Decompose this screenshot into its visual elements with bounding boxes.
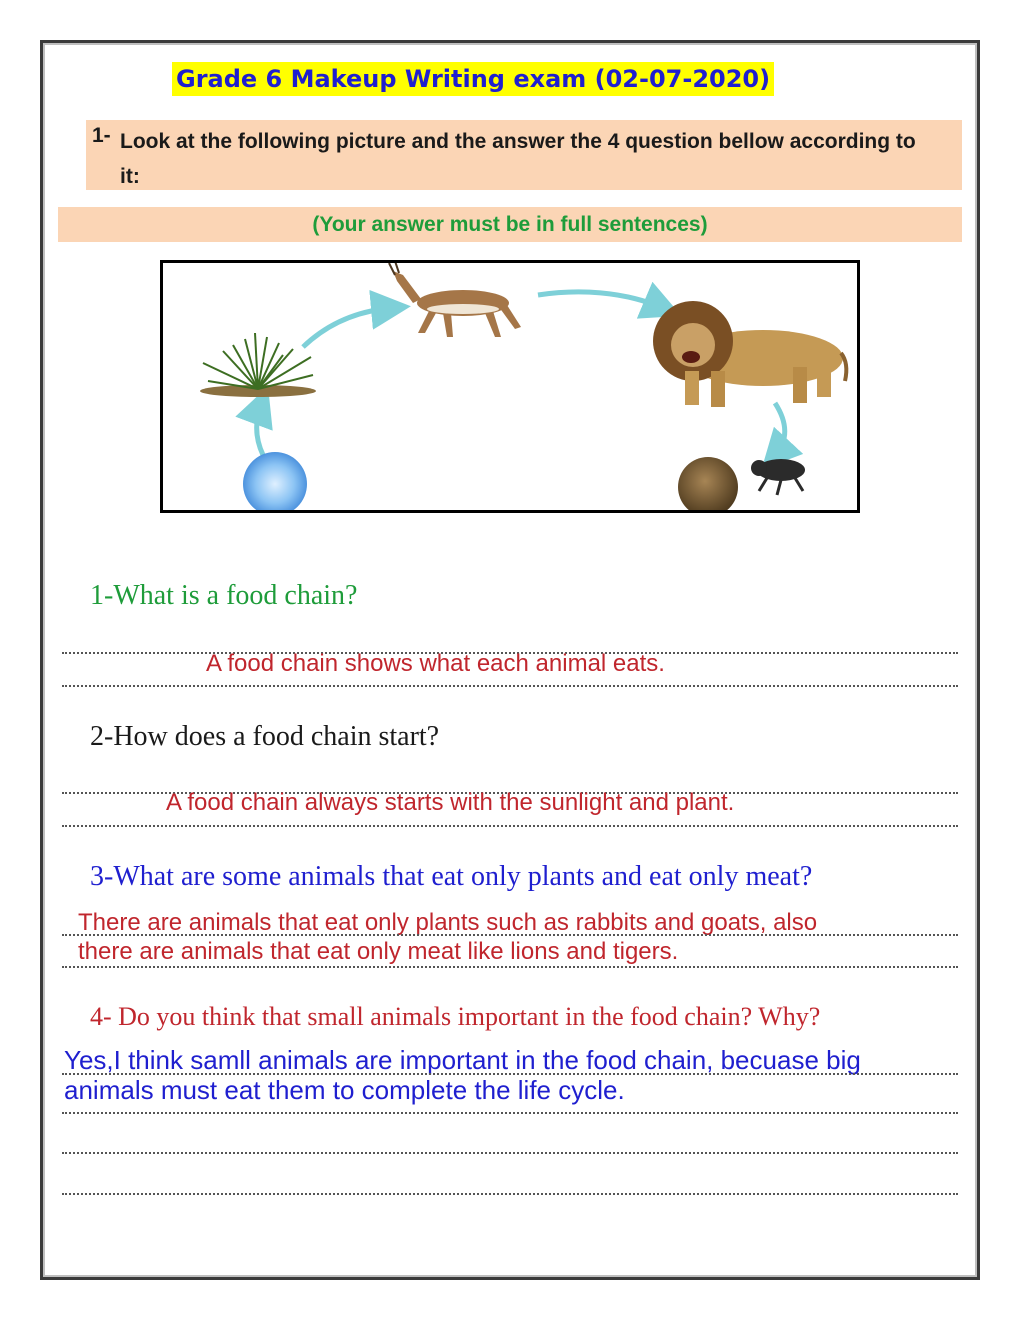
lion-icon <box>653 301 846 407</box>
answer-line <box>62 1112 958 1114</box>
answer-2[interactable]: A food chain always starts with the sunlight and plant. <box>166 789 735 816</box>
answer-3-line-2[interactable]: there are animals that eat only meat like lions and tigers. <box>78 938 679 965</box>
arrow-lion-to-beetle <box>775 403 785 455</box>
exam-title: Grade 6 Makeup Writing exam (02-07-2020) <box>172 62 774 96</box>
instruction-number: 1- <box>92 124 111 147</box>
instruction-box <box>86 120 962 190</box>
answer-3-line-1[interactable]: There are animals that eat only plants such as rabbits and goats, also <box>78 909 818 936</box>
antelope-icon <box>389 263 521 337</box>
question-2: 2-How does a food chain start? <box>90 721 440 752</box>
question-4: 4- Do you think that small animals important in the food chain? Why? <box>90 1002 821 1031</box>
question-3: 3-What are some animals that eat only plants and eat only meat? <box>90 861 813 892</box>
arrow-grass-to-antelope <box>303 308 391 347</box>
question-1: 1-What is a food chain? <box>90 580 358 611</box>
answer-line <box>62 934 958 936</box>
grass-icon <box>200 333 316 397</box>
answer-line <box>62 685 958 687</box>
answer-4-line-2[interactable]: animals must eat them to complete the life cycle. <box>64 1075 625 1105</box>
answer-4-line-1[interactable]: Yes,I think samll animals are important in the food chain, becuase big <box>64 1045 861 1075</box>
food-chain-picture <box>160 260 860 513</box>
answer-line <box>62 1193 958 1195</box>
full-sentence-note: (Your answer must be in full sentences) <box>58 207 962 242</box>
answer-line <box>62 1152 958 1154</box>
answer-line <box>62 966 958 968</box>
sun-icon <box>243 452 307 510</box>
arrow-sun-to-grass <box>257 405 263 455</box>
instruction-text: Look at the following picture and the answer the 4 question bellow according to it: <box>120 130 916 188</box>
dung-beetle-icon <box>678 457 805 510</box>
arrow-antelope-to-lion <box>538 292 663 308</box>
answer-1[interactable]: A food chain shows what each animal eats. <box>206 650 665 677</box>
answer-line <box>62 825 958 827</box>
